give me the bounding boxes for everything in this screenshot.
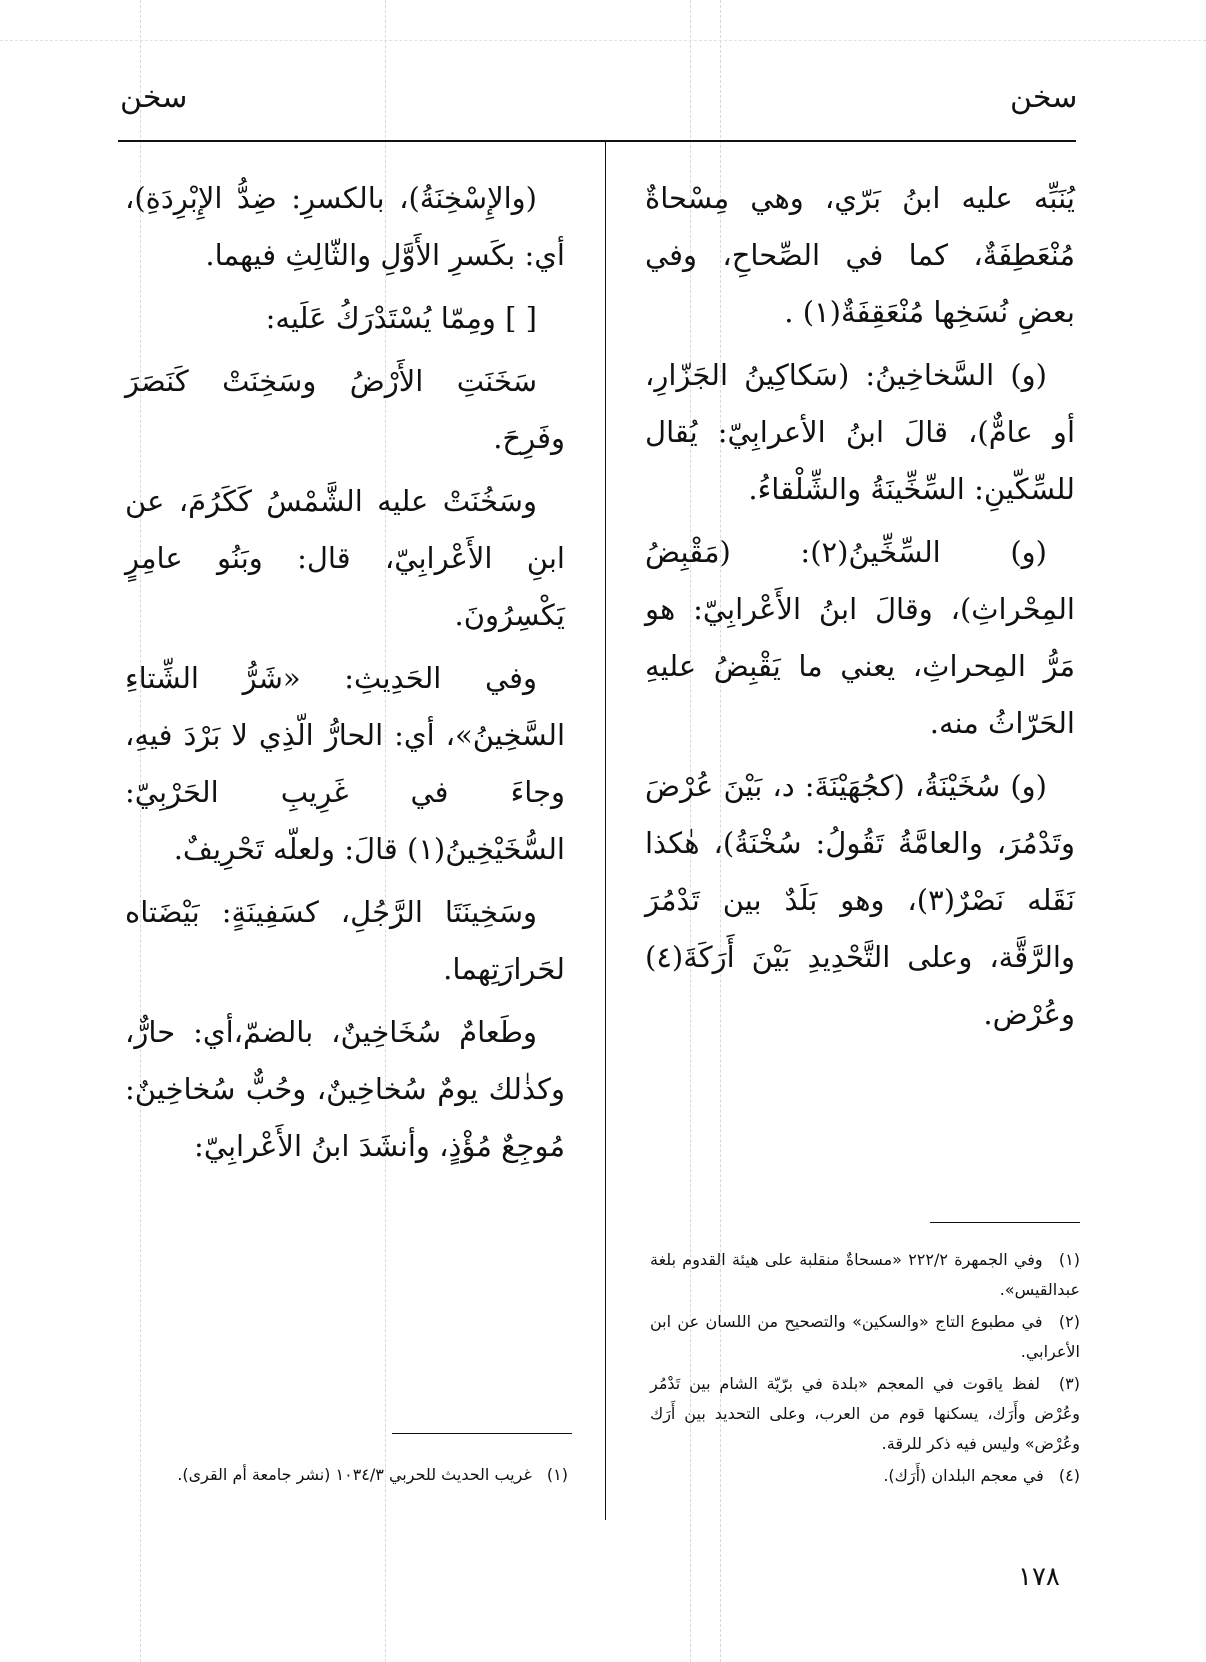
footnote-text: في معجم البلدان (أَرَك). — [883, 1466, 1044, 1485]
footnote — [650, 1307, 1080, 1367]
column-divider — [605, 142, 606, 1520]
footnote — [650, 1461, 1080, 1491]
paragraph: سَخَنَتِ الأَرْضُ وسَخِنَتْ كَنَصَرَ وفَرِحَ. — [125, 364, 565, 455]
footnote-number: (٣) — [1058, 1374, 1081, 1393]
footnote-text: في مطبوع التاج «والسكين» والتصحيح من اللسان عن ابن الأعرابي. — [650, 1312, 1080, 1361]
footnotes-right — [650, 1245, 1080, 1493]
footnote — [650, 1369, 1080, 1459]
paragraph: يُنَبِّه عليه ابنُ بَرّي، وهي مِسْحاةٌ مُنْعَطِفَةٌ، كما في الصِّحاحِ، وفي بعضِ نُسَخِها مُنْعَقِفَةٌ(١) . — [645, 181, 1075, 329]
paragraph: وسَخِينَتَا الرَّجُلِ، كسَفِينَةٍ: بَيْضَتاه لحَرارَتِهما. — [125, 895, 565, 986]
footnote-text: وفي الجمهرة ٢٢٢/٢ «مسحاةٌ منقلبة على هيئة القدوم بلغة عبدالقيس». — [650, 1250, 1080, 1299]
header-word-right: سخن — [1010, 80, 1078, 115]
paragraph: (و) السَّخاخِينُ: (سَكاكِينُ الجَزّارِ، أو عامٌّ)، قالَ ابنُ الأعرابِيّ: يُقال للسِّكّينِ: السِّخِّينَةُ والشِّلْقاءُ. — [645, 358, 1075, 506]
footnote-text: غريب الحديث للحربي ١٠٣٤/٣ (نشر جامعة أم القرى). — [177, 1465, 532, 1484]
page-number: ١٧٨ — [1018, 1562, 1060, 1592]
footnote-number: (١) — [546, 1465, 568, 1484]
scan-grid-line — [0, 40, 1206, 41]
paragraph: وفي الحَدِيثِ: «شَرُّ الشِّتاءِ السَّخِينُ»، أي: الحارُّ الّذِي لا بَرْدَ فيهِ، وجاءَ في غَرِيبِ الحَرْبِيّ: السُّخَيْخِينُ(١) قالَ: ولعلّه تَحْرِيفٌ. — [125, 661, 565, 866]
paragraph: [ ] ومِمّا يُسْتَدْرَكُ عَلَيه: — [265, 301, 537, 335]
right-column — [645, 170, 1075, 1049]
footnote-number: (٢) — [1058, 1312, 1080, 1331]
paragraph: (والإِسْخِنَةُ)، بالكسرِ: ضِدُّ الإِبْرِدَةِ)، أي: بكَسرِ الأَوَّلِ والثّالِثِ فيهما. — [125, 181, 565, 272]
header-word-left: سخن — [120, 80, 188, 115]
header-rule — [118, 140, 1076, 142]
paragraph: (و) سُخَيْنَةُ، (كجُهَيْنَةَ: د، بَيْنَ عُرْضَ وتَدْمُرَ، والعامَّةُ تَقُولُ: سُخْنَةُ)، هٰكذا نَقَله نَصْرٌ(٣)، وهو بَلَدٌ بين تَدْمُرَ والرَّقَّة، وعلى التَّحْدِيدِ بَيْنَ أَرَكَةَ(٤) وعُرْض. — [645, 769, 1075, 1031]
paragraph: (و) السِّخِّينُ(٢): (مَقْبِضُ المِحْراثِ)، وقالَ ابنُ الأَعْرابِيّ: هو مَرُّ المِحراثِ، يعني ما يَقْبِضُ عليهِ الحَرّاثُ منه. — [645, 535, 1075, 740]
footnote-rule-right — [930, 1222, 1080, 1223]
footnote-text: لفظ ياقوت في المعجم «بلدة في برّيّة الشام بين تَدْمُر وعُرْض وأَرَك، يسكنها قوم من العرب، وعلى التحديد بين أَرَك وعُرْض» وليس فيه ذكر للرقة. — [650, 1374, 1080, 1453]
footnote-number: (٤) — [1058, 1466, 1080, 1485]
footnote — [650, 1245, 1080, 1305]
paragraph: وسَخُنَتْ عليه الشَّمْسُ كَكَرُمَ، عن ابنِ الأَعْرابِيّ، قال: وبَنُو عامِرٍ يَكْسِرُونَ. — [125, 484, 565, 632]
footnote-rule-left — [392, 1433, 572, 1434]
footnote-number: (١) — [1058, 1250, 1080, 1269]
footnotes-left — [128, 1460, 568, 1492]
paragraph: وطَعامٌ سُخَاخِينٌ، بالضمّ،أي: حارٌّ، وكذٰلك يومٌ سُخاخِينٌ، وحُبٌّ سُخاخِينٌ: مُوجِعٌ مُؤْذٍ، وأنشَدَ ابنُ الأَعْرابِيّ: — [125, 1015, 565, 1163]
footnote — [128, 1460, 568, 1490]
left-column — [125, 170, 565, 1181]
